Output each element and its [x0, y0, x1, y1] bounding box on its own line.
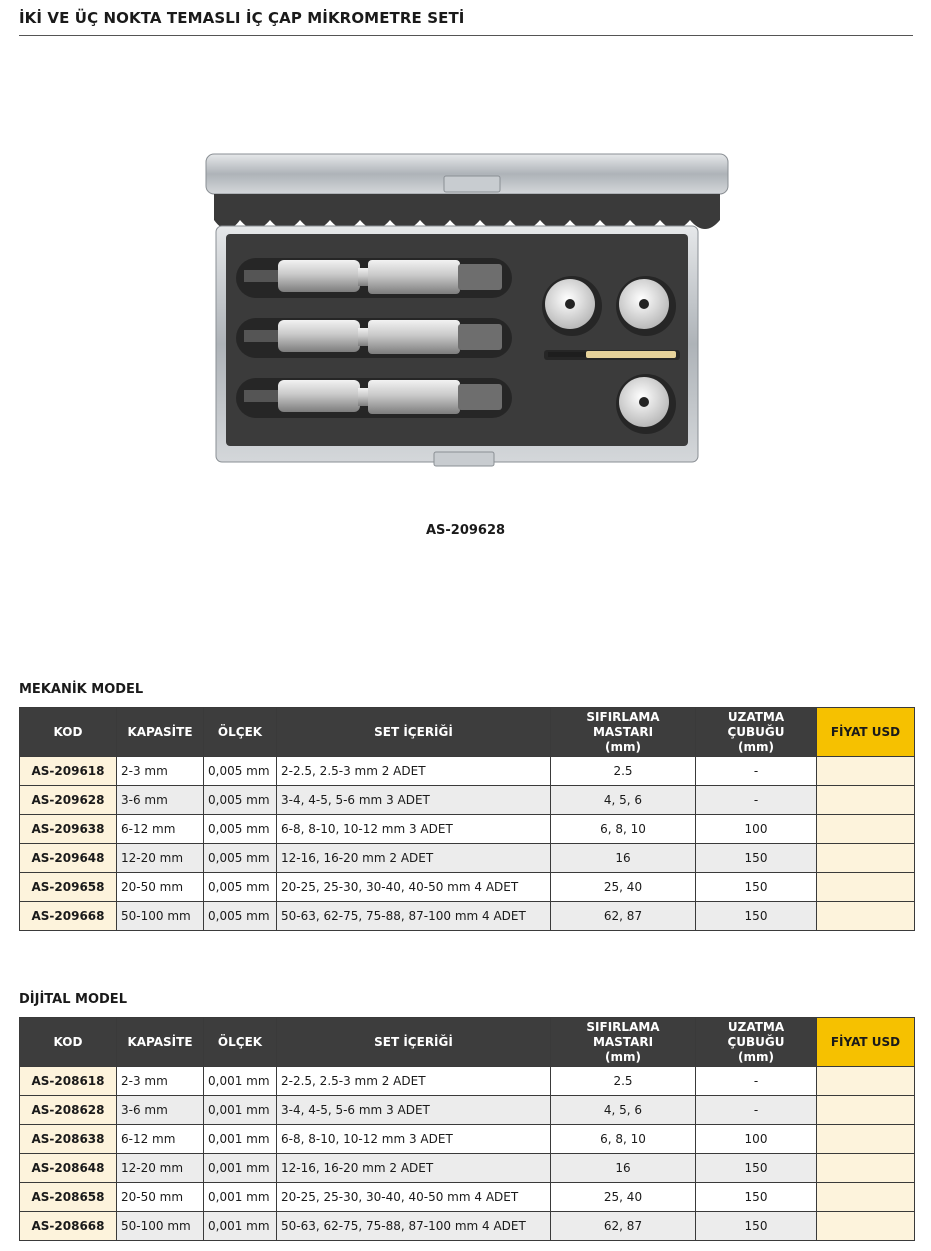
section-title-dijital: DİJİTAL MODEL [19, 992, 127, 1007]
dijital-table [19, 1017, 915, 1241]
cell-cubuk: 150 [696, 844, 817, 873]
cell-cubuk: - [696, 1067, 817, 1096]
cell-kapasite: 6-12 mm [117, 1125, 204, 1154]
cell-mastar: 16 [551, 1154, 696, 1183]
cell-kod: AS-208668 [20, 1212, 117, 1241]
cell-kapasite: 12-20 mm [117, 844, 204, 873]
cell-fiyat [817, 1096, 915, 1125]
cell-kapasite: 3-6 mm [117, 1096, 204, 1125]
table-row [20, 1067, 915, 1096]
table-header-row [20, 708, 915, 757]
cell-kod: AS-208658 [20, 1183, 117, 1212]
cell-kod: AS-209638 [20, 815, 117, 844]
cell-cubuk: - [696, 1096, 817, 1125]
header-cubuk: UZATMA ÇUBUĞU (mm) [696, 708, 817, 757]
cell-olcek: 0,005 mm [204, 757, 277, 786]
table-row [20, 1212, 915, 1241]
product-photo [200, 150, 732, 470]
table-row [20, 1096, 915, 1125]
cell-set: 20-25, 25-30, 30-40, 40-50 mm 4 ADET [277, 873, 551, 902]
cell-kapasite: 20-50 mm [117, 1183, 204, 1212]
cell-fiyat [817, 1067, 915, 1096]
cell-kapasite: 20-50 mm [117, 873, 204, 902]
cell-cubuk: 150 [696, 1212, 817, 1241]
header-fiyat: FİYAT USD [817, 1018, 915, 1067]
header-olcek: ÖLÇEK [204, 708, 277, 757]
cell-mastar: 4, 5, 6 [551, 786, 696, 815]
cell-fiyat [817, 815, 915, 844]
cell-olcek: 0,005 mm [204, 786, 277, 815]
header-set: SET İÇERİĞİ [277, 708, 551, 757]
cell-set: 12-16, 16-20 mm 2 ADET [277, 1154, 551, 1183]
table-row [20, 1125, 915, 1154]
cell-cubuk: 150 [696, 902, 817, 931]
cell-mastar: 6, 8, 10 [551, 815, 696, 844]
cell-kod: AS-209658 [20, 873, 117, 902]
header-fiyat: FİYAT USD [817, 708, 915, 757]
image-caption: AS-209628 [425, 523, 506, 538]
cell-olcek: 0,005 mm [204, 902, 277, 931]
cell-set: 6-8, 8-10, 10-12 mm 3 ADET [277, 815, 551, 844]
cell-fiyat [817, 902, 915, 931]
cell-kapasite: 2-3 mm [117, 1067, 204, 1096]
header-cubuk: UZATMA ÇUBUĞU (mm) [696, 1018, 817, 1067]
cell-fiyat [817, 1154, 915, 1183]
cell-kapasite: 2-3 mm [117, 757, 204, 786]
cell-olcek: 0,005 mm [204, 873, 277, 902]
cell-fiyat [817, 757, 915, 786]
cell-mastar: 6, 8, 10 [551, 1125, 696, 1154]
cell-set: 50-63, 62-75, 75-88, 87-100 mm 4 ADET [277, 1212, 551, 1241]
cell-olcek: 0,001 mm [204, 1154, 277, 1183]
cell-kod: AS-209628 [20, 786, 117, 815]
cell-set: 20-25, 25-30, 30-40, 40-50 mm 4 ADET [277, 1183, 551, 1212]
cell-kod: AS-208618 [20, 1067, 117, 1096]
cell-mastar: 25, 40 [551, 1183, 696, 1212]
cell-olcek: 0,001 mm [204, 1096, 277, 1125]
cell-mastar: 2.5 [551, 1067, 696, 1096]
cell-set: 3-4, 4-5, 5-6 mm 3 ADET [277, 1096, 551, 1125]
cell-mastar: 16 [551, 844, 696, 873]
cell-kod: AS-208638 [20, 1125, 117, 1154]
cell-olcek: 0,005 mm [204, 815, 277, 844]
cell-olcek: 0,005 mm [204, 844, 277, 873]
cell-mastar: 62, 87 [551, 1212, 696, 1241]
cell-set: 50-63, 62-75, 75-88, 87-100 mm 4 ADET [277, 902, 551, 931]
cell-kapasite: 6-12 mm [117, 815, 204, 844]
cell-set: 6-8, 8-10, 10-12 mm 3 ADET [277, 1125, 551, 1154]
table-row [20, 815, 915, 844]
header-kod: KOD [20, 708, 117, 757]
header-kod: KOD [20, 1018, 117, 1067]
mekanik-table [19, 707, 915, 931]
table-header-row [20, 1018, 915, 1067]
cell-cubuk: - [696, 786, 817, 815]
cell-fiyat [817, 873, 915, 902]
cell-kapasite: 50-100 mm [117, 1212, 204, 1241]
cell-cubuk: 150 [696, 873, 817, 902]
table-row [20, 1183, 915, 1212]
cell-kod: AS-208648 [20, 1154, 117, 1183]
cell-mastar: 62, 87 [551, 902, 696, 931]
header-kapasite: KAPASİTE [117, 708, 204, 757]
title-divider [19, 35, 913, 36]
header-mastar: SIFIRLAMA MASTARI (mm) [551, 1018, 696, 1067]
cell-mastar: 4, 5, 6 [551, 1096, 696, 1125]
cell-fiyat [817, 1183, 915, 1212]
cell-set: 3-4, 4-5, 5-6 mm 3 ADET [277, 786, 551, 815]
cell-fiyat [817, 786, 915, 815]
cell-kod: AS-208628 [20, 1096, 117, 1125]
cell-kapasite: 12-20 mm [117, 1154, 204, 1183]
cell-kapasite: 3-6 mm [117, 786, 204, 815]
cell-mastar: 2.5 [551, 757, 696, 786]
cell-mastar: 25, 40 [551, 873, 696, 902]
table-row [20, 757, 915, 786]
cell-kapasite: 50-100 mm [117, 902, 204, 931]
cell-cubuk: 100 [696, 1125, 817, 1154]
cell-olcek: 0,001 mm [204, 1067, 277, 1096]
table-row [20, 1154, 915, 1183]
cell-kod: AS-209618 [20, 757, 117, 786]
section-title-mekanik: MEKANİK MODEL [19, 682, 144, 697]
table-row [20, 844, 915, 873]
cell-olcek: 0,001 mm [204, 1183, 277, 1212]
cell-kod: AS-209648 [20, 844, 117, 873]
cell-set: 12-16, 16-20 mm 2 ADET [277, 844, 551, 873]
table-row [20, 786, 915, 815]
cell-cubuk: - [696, 757, 817, 786]
cell-fiyat [817, 844, 915, 873]
table-row [20, 902, 915, 931]
cell-set: 2-2.5, 2.5-3 mm 2 ADET [277, 1067, 551, 1096]
cell-set: 2-2.5, 2.5-3 mm 2 ADET [277, 757, 551, 786]
header-set: SET İÇERİĞİ [277, 1018, 551, 1067]
cell-olcek: 0,001 mm [204, 1212, 277, 1241]
cell-olcek: 0,001 mm [204, 1125, 277, 1154]
cell-fiyat [817, 1125, 915, 1154]
table-row [20, 873, 915, 902]
page-title: İKİ VE ÜÇ NOKTA TEMASLI İÇ ÇAP MİKROMETRE SETİ [19, 9, 465, 27]
header-kapasite: KAPASİTE [117, 1018, 204, 1067]
cell-kod: AS-209668 [20, 902, 117, 931]
cell-cubuk: 150 [696, 1183, 817, 1212]
cell-cubuk: 150 [696, 1154, 817, 1183]
header-olcek: ÖLÇEK [204, 1018, 277, 1067]
header-mastar: SIFIRLAMA MASTARI (mm) [551, 708, 696, 757]
cell-cubuk: 100 [696, 815, 817, 844]
cell-fiyat [817, 1212, 915, 1241]
